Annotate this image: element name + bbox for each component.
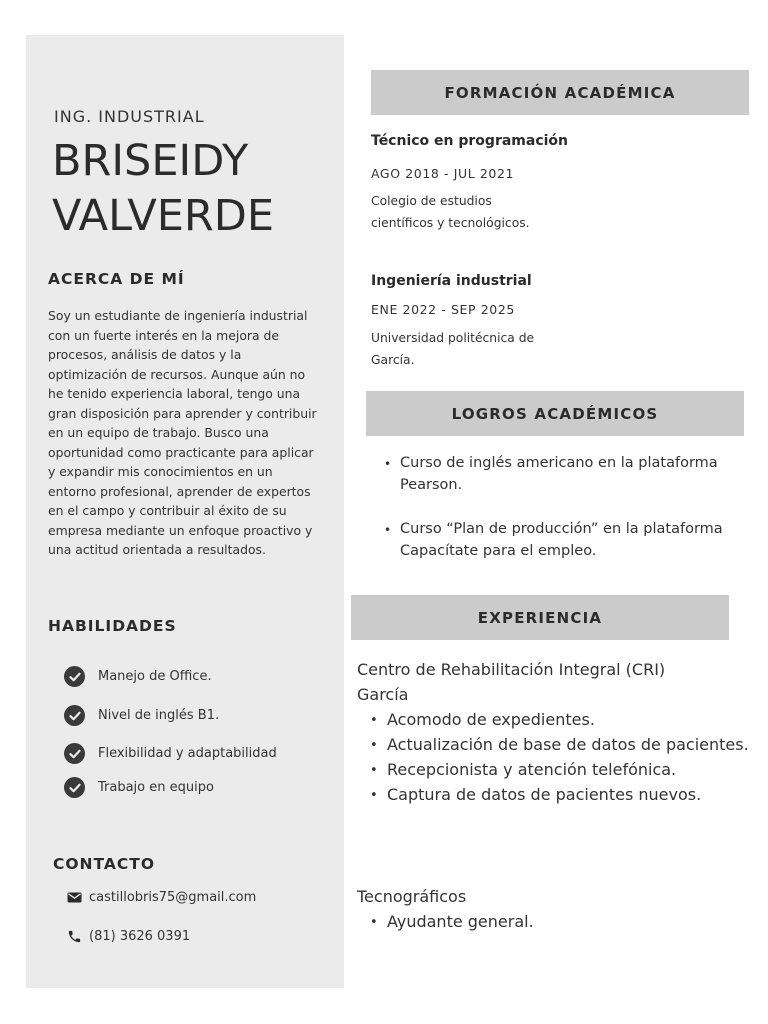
skill-label: Trabajo en equipo [98,780,214,795]
contact-phone[interactable] [67,929,190,944]
task-item: • Recepcionista y atención telefónica. [370,757,750,782]
check-circle-icon [64,705,85,726]
education-school [371,327,571,371]
contact-heading: CONTACTO [53,855,156,873]
about-heading: ACERCA DE MÍ [48,270,185,288]
phone-icon [67,929,82,944]
experience-heading: EXPERIENCIA [351,595,729,640]
check-circle-icon [64,666,85,687]
profile-name [52,134,342,244]
email-text[interactable]: castillobris75@gmail.com [89,890,257,905]
education-dates: ENE 2022 - SEP 2025 [371,302,515,317]
first-name: BRISEIDY [52,136,249,186]
skills-heading: HABILIDADES [48,617,177,635]
skill-item [64,743,277,764]
experience-company: Centro de Rehabilitación Integral (CRI) García [357,660,666,704]
education-dates: AGO 2018 - JUL 2021 [371,166,515,181]
education-title: Ingeniería industrial [371,273,532,289]
check-circle-icon [64,743,85,764]
task-item: • Ayudante general. [370,909,750,934]
achievements-heading: LOGROS ACADÉMICOS [366,391,744,436]
education-heading: FORMACIÓN ACADÉMICA [371,70,749,115]
last-name: VALVERDE [52,191,275,241]
achievements-list [384,452,744,496]
education-school [371,190,571,234]
achievement-item: • Curso de inglés americano en la plataforma Pearson. [384,452,744,496]
profile-title: ING. INDUSTRIAL [54,107,205,126]
task-item: • Acomodo de expedientes. [370,707,750,732]
about-text: Soy un estudiante de ingeniería industrial con un fuerte interés en la mejora de procesos, análisis de datos y la optimización de recursos. Aunque aún no he tenido experiencia laboral, tengo una gran disposición para aprender y contribuir en un equipo de trabajo. Busco una oportunidad como practicante para aplicar y expandir mis conocimientos en un entorno profesional, aprender de expertos en el campo y contribuir al éxito de su empresa mediante un enfoque proactivo y una actitud orientada a resultados. [48,308,317,557]
experience-tasks [370,707,750,807]
skill-item [64,705,219,726]
school-line: Universidad politécnica de [371,331,535,345]
skill-label: Nivel de inglés B1. [98,708,220,723]
experience-tasks [370,909,750,934]
check-circle-icon [64,777,85,798]
school-line: Colegio de estudios [371,194,492,208]
skill-label: Flexibilidad y adaptabilidad [98,746,277,761]
skill-label: Manejo de Office. [98,669,212,684]
school-line: García. [371,353,415,367]
achievements-list [384,518,744,562]
achievement-item: • Curso “Plan de producción” en la plataforma Capacítate para el empleo. [384,518,744,562]
skill-item [64,666,212,687]
envelope-icon [67,892,82,903]
education-title: Técnico en programación [371,133,569,149]
school-line: científicos y tecnológicos. [371,216,530,230]
task-item: • Captura de datos de pacientes nuevos. [370,782,750,807]
task-item: • Actualización de base de datos de pacientes. [370,732,750,757]
contact-email[interactable] [67,890,256,905]
experience-company: Tecnográficos [357,887,467,906]
skill-item [64,777,214,798]
phone-text[interactable]: (81) 3626 0391 [89,929,191,944]
